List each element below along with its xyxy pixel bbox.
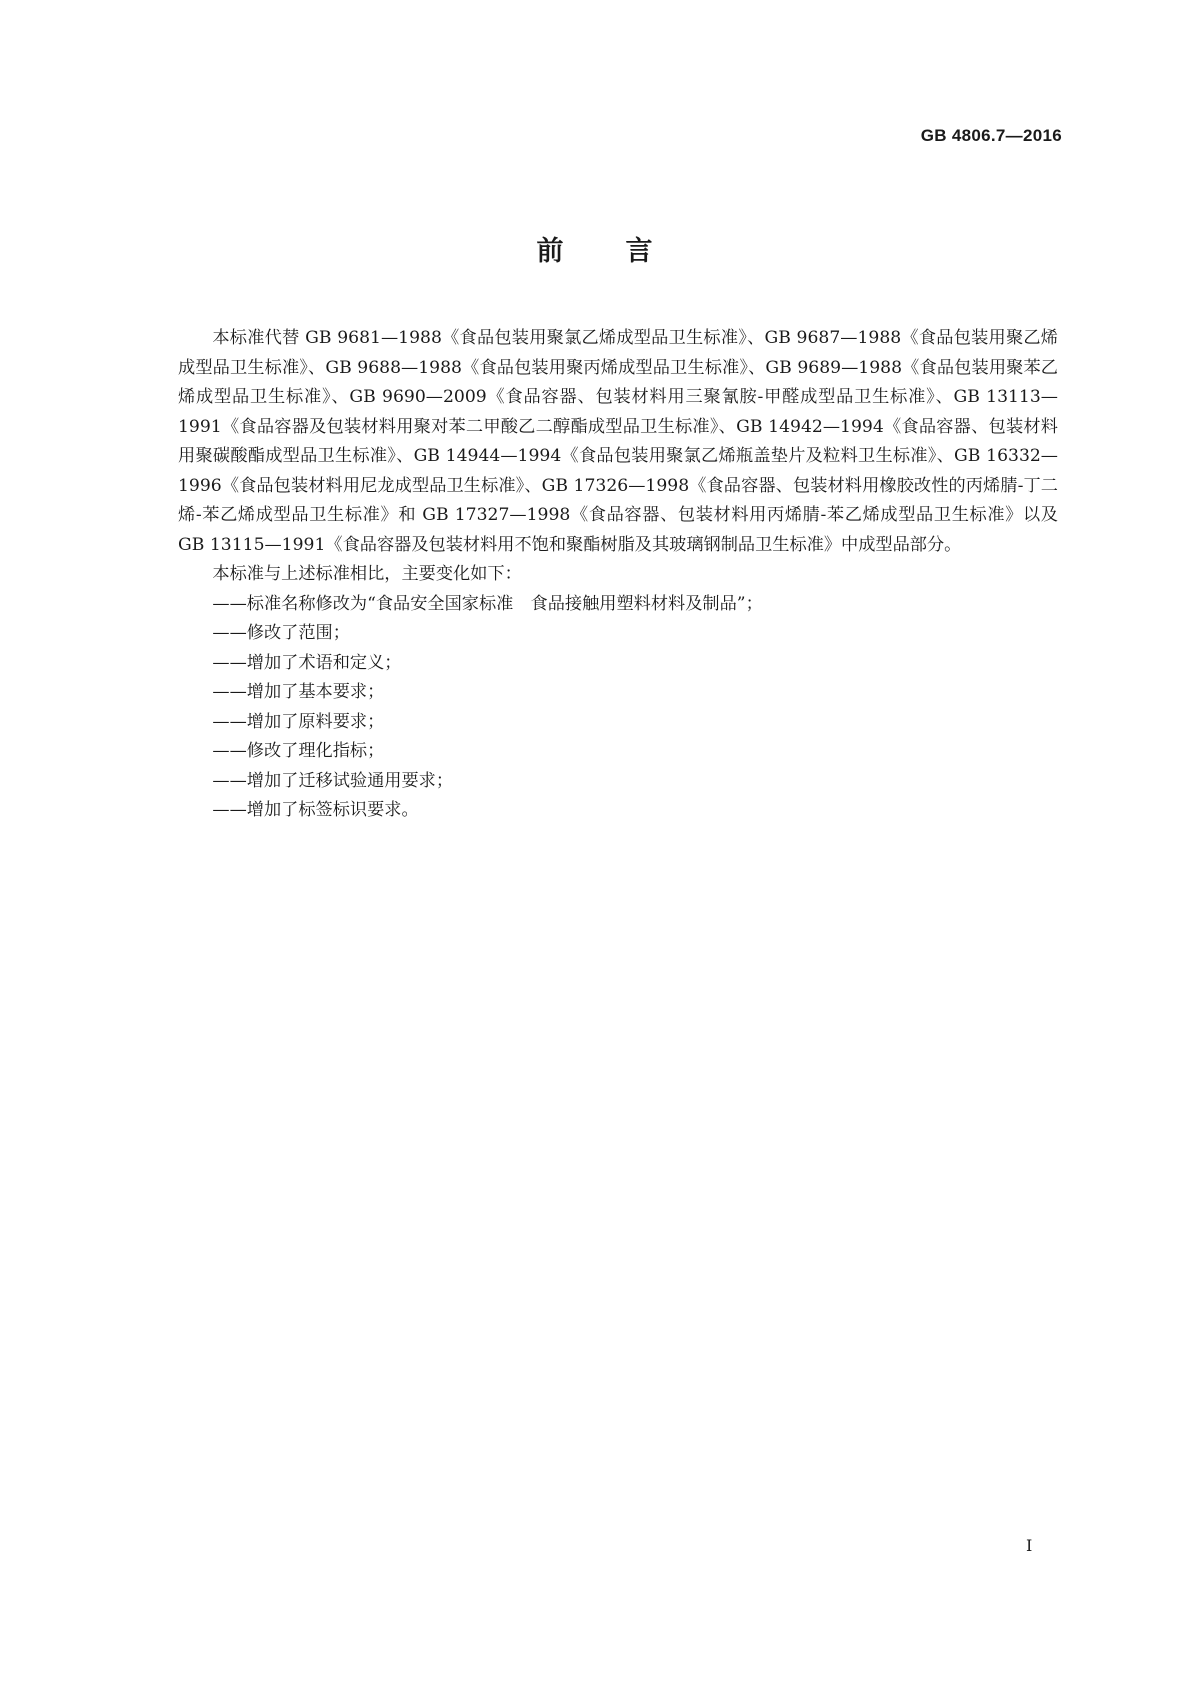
title-char-1: 前: [536, 236, 566, 267]
paragraph-changes-intro: 本标准与上述标准相比，主要变化如下：: [212, 564, 522, 584]
list-item: ——增加了术语和定义；: [212, 652, 402, 673]
list-item: ——增加了迁移试验通用要求；: [212, 770, 454, 791]
page-title: [0, 229, 1191, 268]
title-char-2: 言: [625, 236, 655, 267]
changes-list: [178, 590, 1058, 826]
paragraph-replaced-standards: 本标准代替 GB 9681—1988《食品包装用聚氯乙烯成型品卫生标准》、GB 9687—1988《食品包装用聚乙烯成型品卫生标准》、GB 9688—1988《食品包装用聚丙烯成型品卫生标准》、GB 9689—1988《食品包装用聚苯乙烯成型品卫生标准》、GB 9690—2009《食品容器、包装材料用三聚氰胺-甲醛成型品卫生标准》、GB 13113—1991《食品容器及包装材料用聚对苯二甲酸乙二醇酯成型品卫生标准》、GB 14942—1994《食品容器、包装材料用聚碳酸酯成型品卫生标准》、GB 14944—1994《食品包装用聚氯乙烯瓶盖垫片及粒料卫生标准》、GB 16332—1996《食品包装材料用尼龙成型品卫生标准》、GB 17326—1998《食品容器、包装材料用橡胶改性的丙烯腈-丁二烯-苯乙烯成型品卫生标准》和 GB 17327—1998《食品容器、包装材料用丙烯腈-苯乙烯成型品卫生标准》以及 GB 13115—1991《食品容器及包装材料用不饱和聚酯树脂及其玻璃钢制品卫生标准》中成型品部分。: [178, 328, 1058, 555]
list-item: ——增加了基本要求；: [212, 682, 385, 702]
page-number: I: [1026, 1536, 1033, 1555]
list-item: ——修改了理化指标；: [212, 741, 385, 761]
foreword-body: [178, 324, 1058, 826]
standard-code: GB 4806.7—2016: [920, 126, 1062, 145]
list-item: ——增加了原料要求；: [212, 711, 385, 732]
list-item: ——修改了范围；: [212, 623, 350, 643]
list-item: ——增加了标签标识要求。: [212, 800, 419, 820]
list-item: ——标准名称修改为“食品安全国家标准 食品接触用塑料材料及制品”；: [212, 593, 763, 614]
